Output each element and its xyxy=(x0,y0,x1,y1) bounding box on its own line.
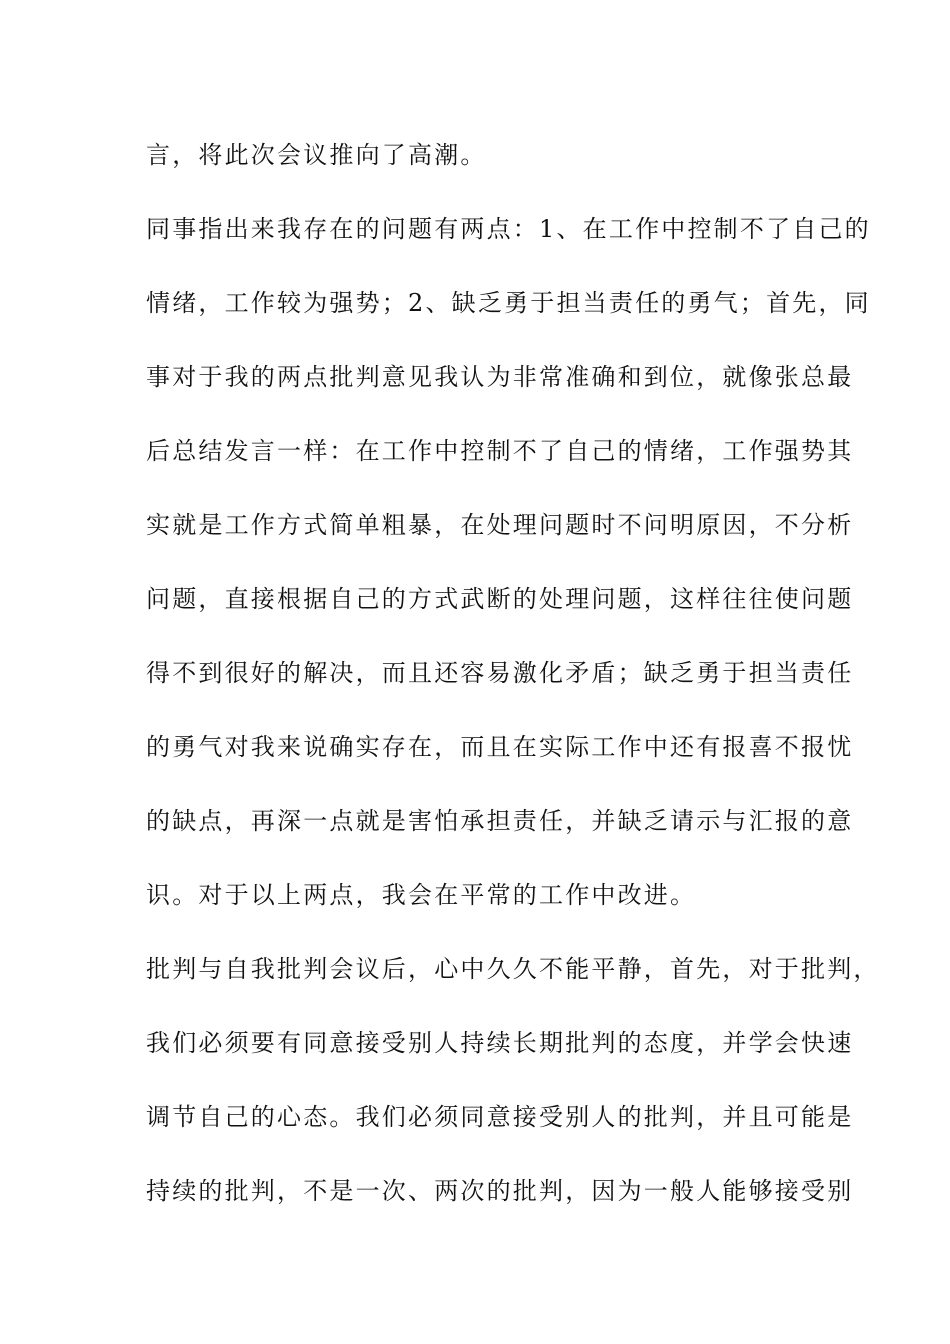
text-line-5: 后总结发言一样：在工作中控制不了自己的情绪，工作强势其 xyxy=(146,437,854,465)
text-line-12: 批判与自我批判会议后，心中久久不能平静，首先，对于批判， xyxy=(146,955,880,983)
text-line-10: 的缺点，再深一点就是害怕承担责任，并缺乏请示与汇报的意 xyxy=(146,807,854,835)
text-line-9: 的勇气对我来说确实存在，而且在实际工作中还有报喜不报忧 xyxy=(146,733,854,761)
text-line-13: 我们必须要有同意接受别人持续长期批判的态度，并学会快速 xyxy=(146,1029,854,1057)
text-line-11: 识。对于以上两点，我会在平常的工作中改进。 xyxy=(146,881,697,909)
text-line-6: 实就是工作方式简单粗暴，在处理问题时不问明原因，不分析 xyxy=(146,511,854,539)
text-line-4: 事对于我的两点批判意见我认为非常准确和到位，就像张总最 xyxy=(146,363,854,391)
text-line-15: 持续的批判，不是一次、两次的批判，因为一般人能够接受别 xyxy=(146,1177,854,1205)
text-line-7: 问题，直接根据自己的方式武断的处理问题，这样往往使问题 xyxy=(146,585,854,613)
text-line-1: 言，将此次会议推向了高潮。 xyxy=(146,141,487,169)
text-line-14: 调节自己的心态。我们必须同意接受别人的批判，并且可能是 xyxy=(146,1103,854,1131)
text-line-2: 同事指出来我存在的问题有两点：1、在工作中控制不了自己的 xyxy=(146,215,871,243)
text-line-3: 情绪，工作较为强势；2、缺乏勇于担当责任的勇气；首先，同 xyxy=(146,289,871,317)
text-line-8: 得不到很好的解决，而且还容易激化矛盾；缺乏勇于担当责任 xyxy=(146,659,854,687)
